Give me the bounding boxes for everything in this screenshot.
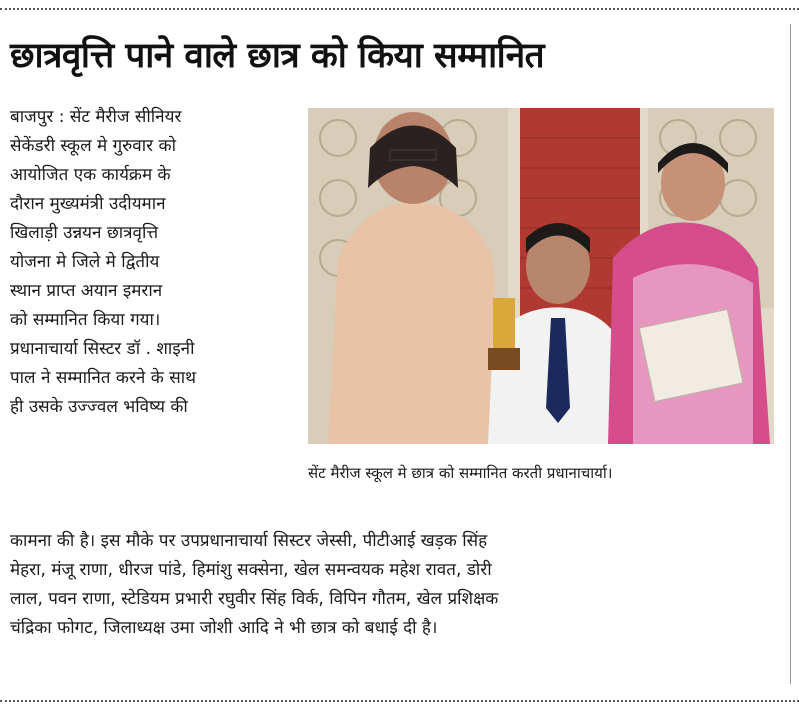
article-headline: छात्रवृत्ति पाने वाले छात्र को किया सम्मानित [10, 36, 545, 76]
photo-caption: सेंट मैरीज स्कूल मे छात्र को सम्मानित करती प्रधानाचार्या। [308, 464, 613, 482]
article-body-column: बाजपुर : सेंट मैरीज सीनियर सेकेंडरी स्कूल मे गुरुवार को आयोजित एक कार्यक्रम के दौरान मुख्यमंत्री उदीयमान खिलाड़ी उन्नयन छात्रवृत्ति योजना मे जिले मे द्वितीय स्थान प्राप्त अयान इमरान को सम्मानित किया गया। प्रधानाचार्या सिस्टर डॉ . शाइनी पाल ने सम्मानित करने के साथ ही उसके उज्ज्वल भविष्य की [10, 107, 196, 417]
article-body-full: कामना की है। इस मौके पर उपप्रधानाचार्या सिस्टर जेस्सी, पीटीआई खड़क सिंह मेहरा, मंजू राणा, धीरज पांडे, हिमांशु सक्सेना, खेल समन्वयक महेश रावत, डोरी लाल, पवन राणा, स्टेडियम प्रभारी रघुवीर सिंह विर्क, विपिन गौतम, खेल प्रशिक्षक चंद्रिका फोगट, जिलाध्यक्ष उमा जोशी आदि ने भी छात्र को बधाई दी है। [10, 531, 499, 638]
article-photo [308, 108, 774, 444]
column-rule [790, 24, 791, 684]
photo-illustration [308, 108, 774, 444]
top-dotted-divider [0, 8, 799, 10]
bottom-dotted-divider [0, 700, 799, 702]
